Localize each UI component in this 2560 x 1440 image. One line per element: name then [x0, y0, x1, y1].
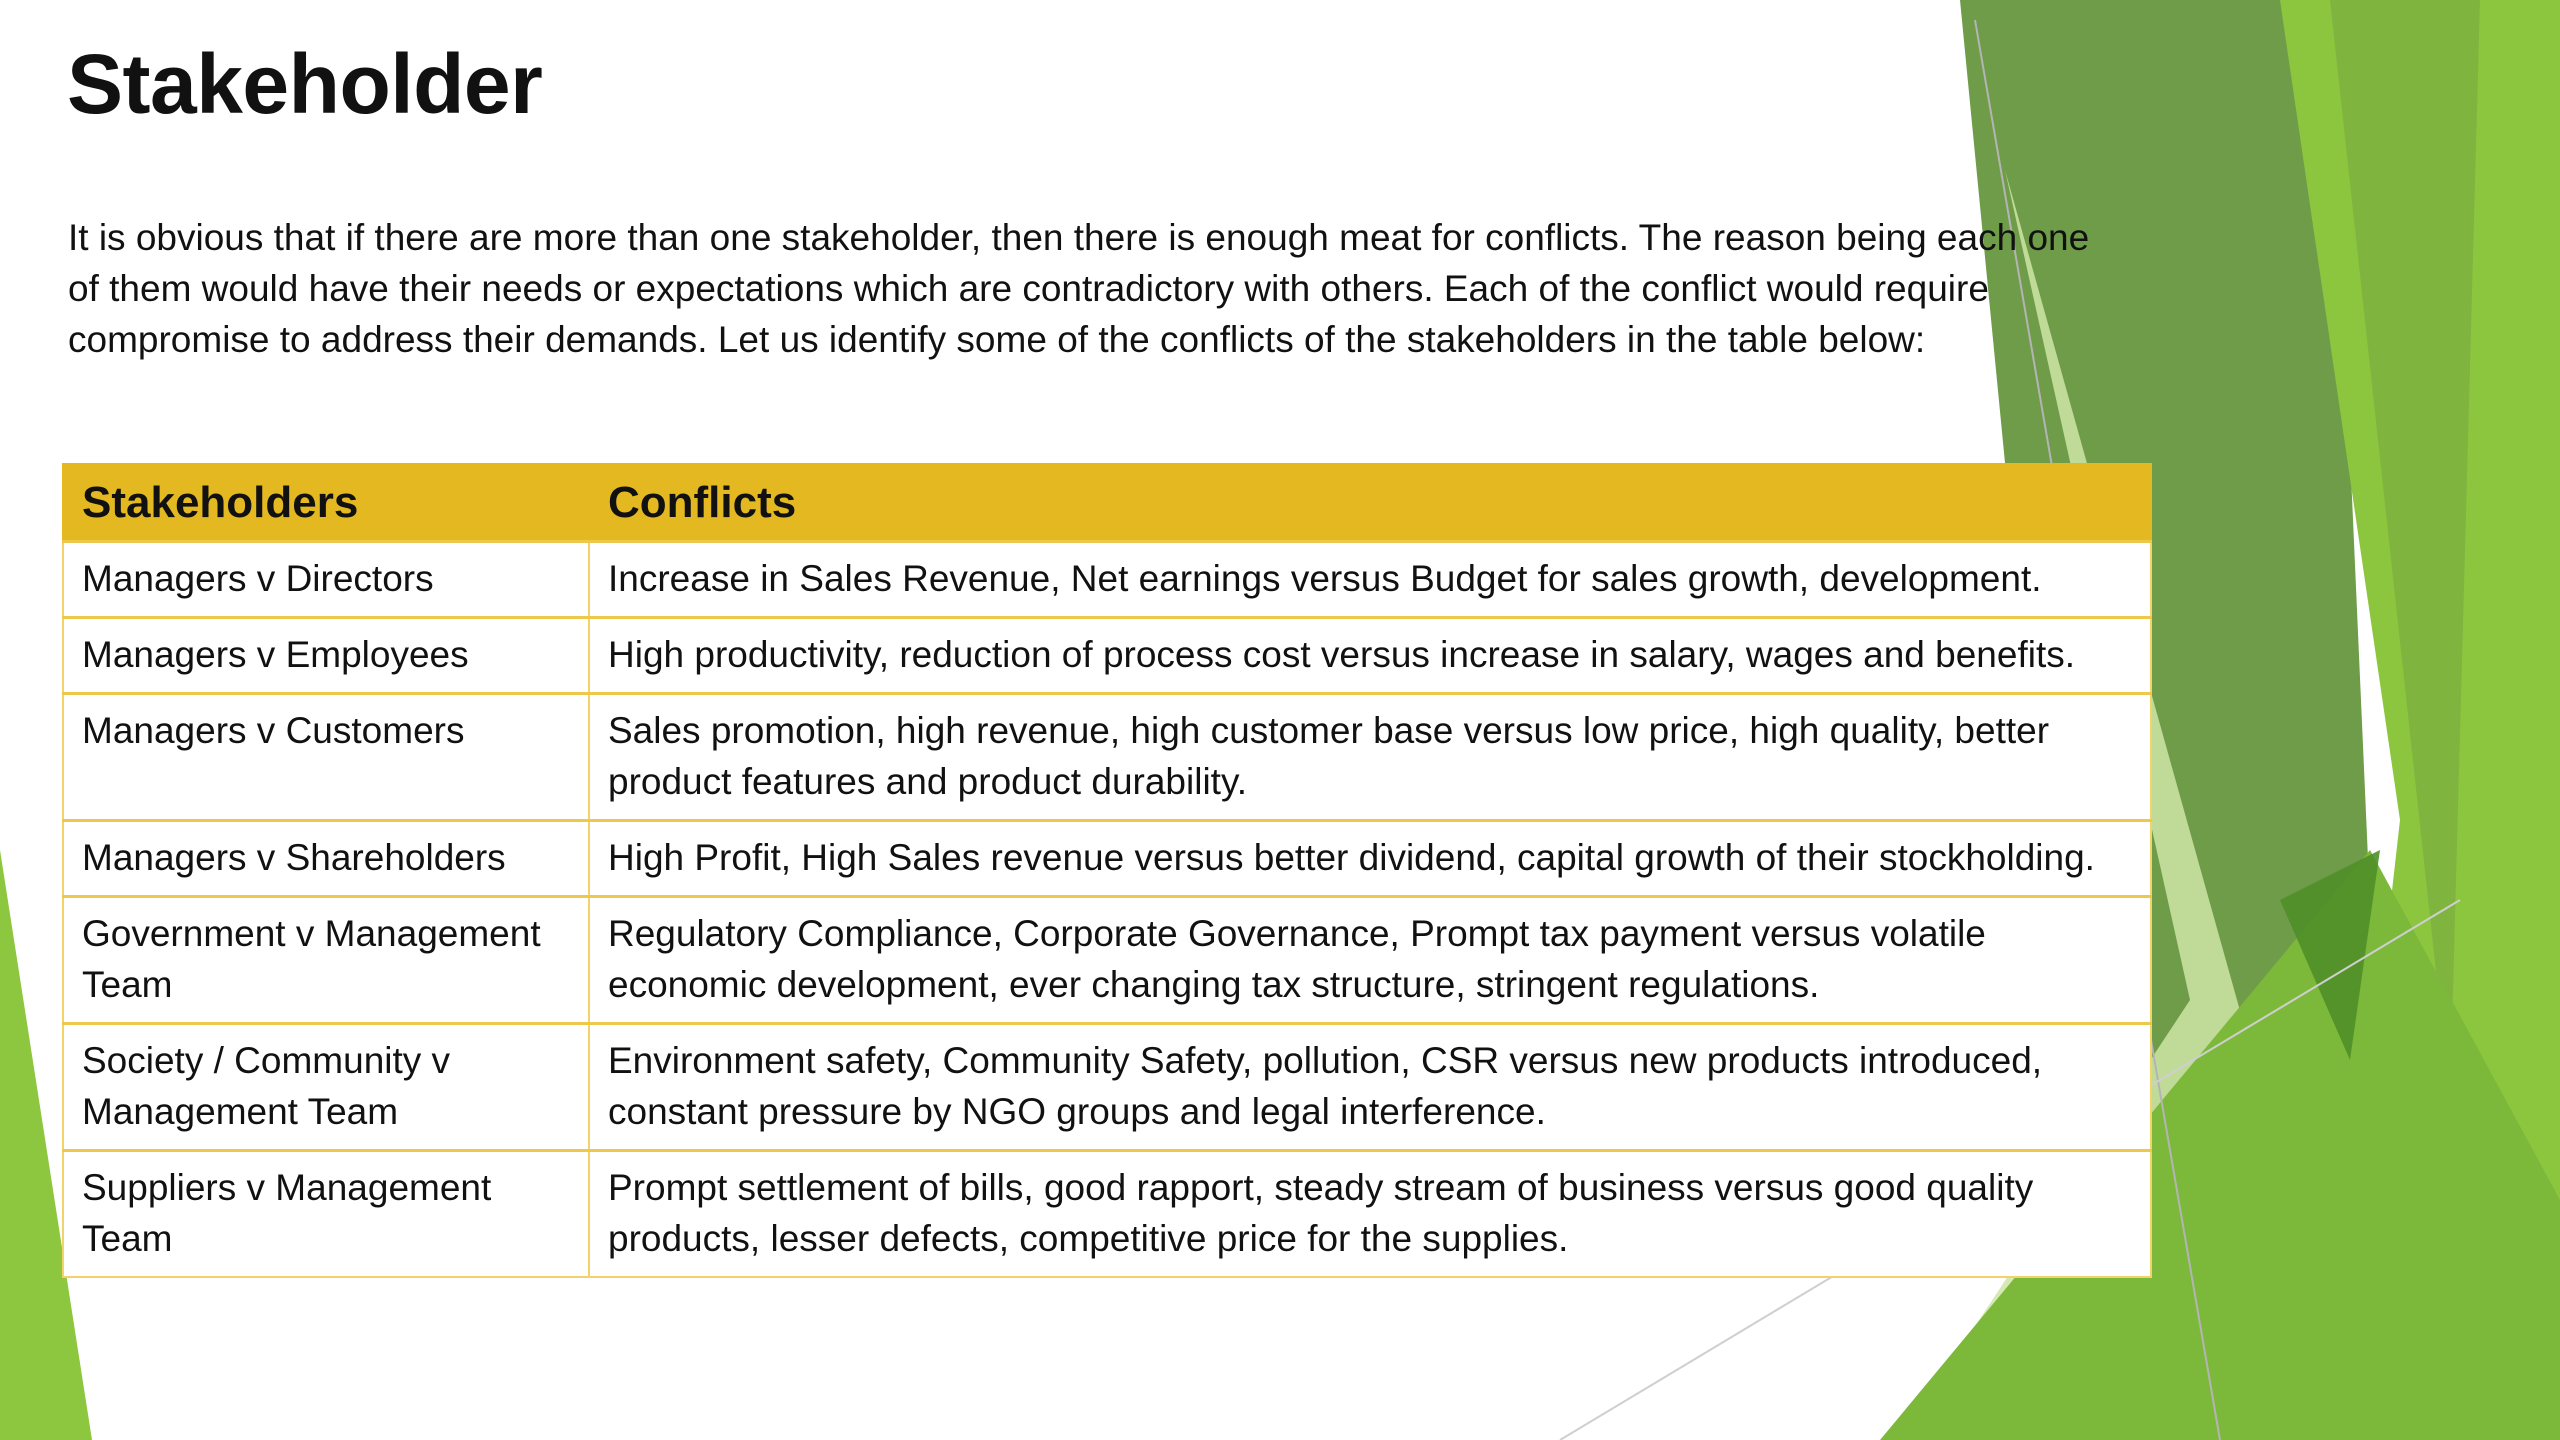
stakeholder-table	[62, 463, 2152, 1278]
stakeholder-cell: Managers v Customers	[63, 694, 589, 821]
table-header-row	[63, 464, 2151, 542]
intro-paragraph: It is obvious that if there are more than one stakeholder, then there is enough meat for conflicts. The reason being each one of them would have their needs or expectations which are contradictory with others. Each of the conflict would require compromise to address their demands. Let us identify some of the conflicts of the stakeholders in the table below:	[68, 217, 2090, 360]
stakeholder-cell: Managers v Shareholders	[63, 821, 589, 897]
conflict-cell: Regulatory Compliance, Corporate Governance, Prompt tax payment versus volatile economic development, ever changing tax structure, stringent regulations.	[589, 897, 2151, 1024]
conflict-cell: Environment safety, Community Safety, pollution, CSR versus new products introduced, constant pressure by NGO groups and legal interference.	[589, 1024, 2151, 1151]
header-conflicts: Conflicts	[589, 464, 2151, 542]
stakeholder-cell: Government v Management Team	[63, 897, 589, 1024]
conflict-cell: High Profit, High Sales revenue versus better dividend, capital growth of their stockholding.	[589, 821, 2151, 897]
stakeholder-cell: Managers v Directors	[63, 542, 589, 618]
slide-title: Stakeholder	[67, 37, 543, 131]
stakeholder-cell: Society / Community v Management Team	[63, 1024, 589, 1151]
stakeholder-cell: Managers v Employees	[63, 618, 589, 694]
table-row	[63, 821, 2151, 897]
table-row	[63, 618, 2151, 694]
conflict-cell: Increase in Sales Revenue, Net earnings versus Budget for sales growth, development.	[589, 542, 2151, 618]
conflict-cell: High productivity, reduction of process cost versus increase in salary, wages and benefits.	[589, 618, 2151, 694]
table-row	[63, 694, 2151, 821]
stakeholder-cell: Suppliers v Management Team	[63, 1151, 589, 1278]
conflict-cell: Sales promotion, high revenue, high customer base versus low price, high quality, better product features and product durability.	[589, 694, 2151, 821]
table-row	[63, 1024, 2151, 1151]
table-row	[63, 897, 2151, 1024]
table-row	[63, 542, 2151, 618]
conflict-cell: Prompt settlement of bills, good rapport, steady stream of business versus good quality products, lesser defects, competitive price for the supplies.	[589, 1151, 2151, 1278]
header-stakeholders: Stakeholders	[63, 464, 589, 542]
table-row	[63, 1151, 2151, 1278]
